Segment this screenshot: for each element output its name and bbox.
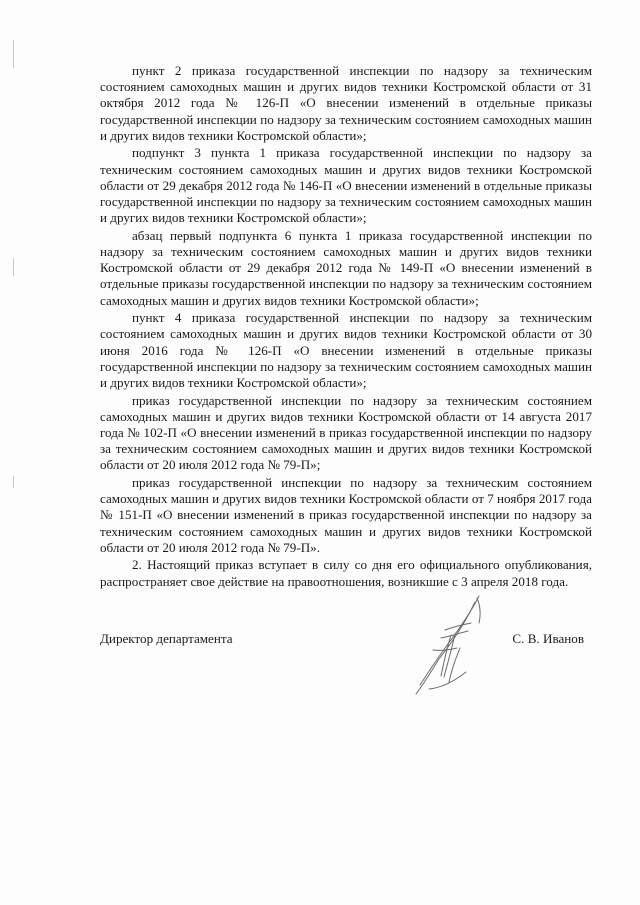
document-body [100,63,592,591]
paragraph-item-3: абзац первый подпункта 6 пункта 1 приказа государственной инспекции по надзору за техническим состоянием самоходных машин и других видов техники Костромской области от 29 декабря 2012 года № 149-П «О внесении изменений в отдельные приказы государственной инспекции по надзору за техническим состоянием самоходных машин и других видов техники Костромской области»; [100,227,592,308]
paragraph-item-6: приказ государственной инспекции по надзору за техническим состоянием самоходных машин и других видов техники Костромской области от 7 ноября 2017 года № 151-П «О внесении изменений в приказ государственной инспекции по надзору за техническим состоянием самоходных машин и других видов техники Костромской области от 20 июля 2012 года № 79-П». [100,475,592,555]
paragraph-item-2: подпункт 3 пункта 1 приказа государственной инспекции по надзору за техническим состоянием самоходных машин и других видов техники Костромской области от 29 декабря 2012 года № 146-П «О внесении изменений в отдельные приказы государственной инспекции по надзору за техническим состоянием самоходных машин и других видов техники Костромской области»; [100,145,592,226]
scan-edge-mark [13,40,14,68]
paragraph-item-4: пункт 4 приказа государственной инспекции по надзору за техническим состоянием самоходных машин и других видов техники Костромской области от 30 июня 2016 года № 126-П «О внесении изменений в отдельные приказы государственной инспекции по надзору за техническим состоянием самоходных машин и других видов техники Костромской области»; [100,310,592,391]
paragraph-item-5: приказ государственной инспекции по надзору за техническим состоянием самоходных машин и других видов техники Костромской области от 14 августа 2017 года № 102-П «О внесении изменений в приказ государственной инспекции по надзору за техническим состоянием самоходных машин и других видов техники Костромской области от 20 июля 2012 года № 79-П»; [100,392,592,473]
scan-edge-mark [13,258,14,276]
scan-edge-mark [13,476,14,488]
signature-block [100,631,592,651]
signer-title: Директор департамента [100,631,233,646]
signer-name: С. В. Иванов [512,631,584,646]
paragraph-effective-date: 2. Настоящий приказ вступает в силу со дня его официального опубликования, распространяет свое действие на правоотношения, возникшие с 3 апреля 2018 года. [100,557,592,589]
paragraph-item-1: пункт 2 приказа государственной инспекции по надзору за техническим состоянием самоходных машин и других видов техники Костромской области от 31 октября 2012 года № 126-П «О внесении изменений в отдельные приказы государственной инспекции по надзору за техническим состоянием самоходных машин и других видов техники Костромской области»; [100,63,592,143]
